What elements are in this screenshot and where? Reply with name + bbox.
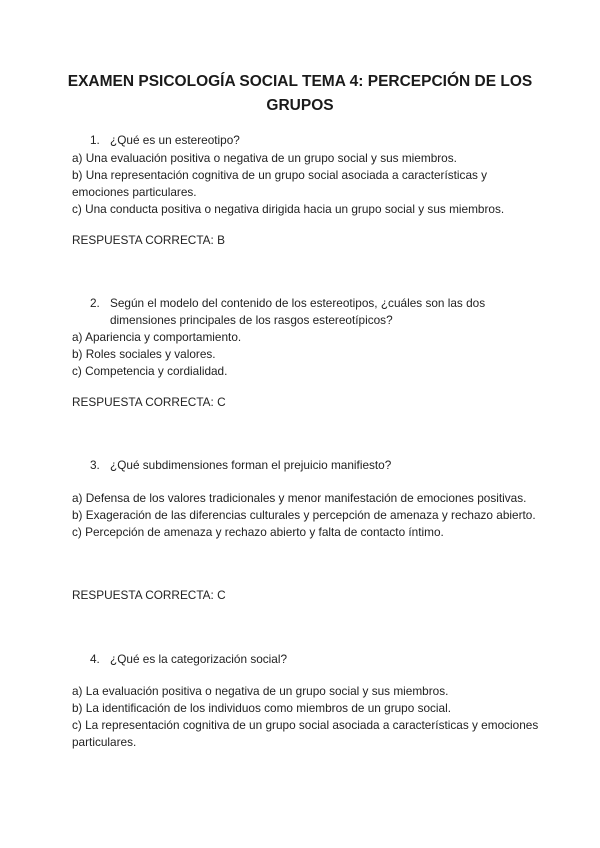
options-4 <box>72 683 542 751</box>
question-number: 1. <box>90 133 100 147</box>
option-b: b) La identificación de los individuos como miembros de un grupo social. <box>72 701 452 715</box>
page-title: EXAMEN PSICOLOGÍA SOCIAL TEMA 4: PERCEPCIÓN DE LOS GRUPOS <box>67 73 533 114</box>
option-b: b) Roles sociales y valores. <box>72 347 216 361</box>
answer-2: RESPUESTA CORRECTA: C <box>72 395 226 409</box>
question-number: 3. <box>90 458 100 472</box>
question-text: ¿Qué es la categorización social? <box>110 652 288 666</box>
option-a: a) La evaluación positiva o negativa de un grupo social y sus miembros. <box>72 684 449 698</box>
question-number: 2. <box>90 296 100 310</box>
question-text: ¿Qué subdimensiones forman el prejuicio manifiesto? <box>110 458 392 472</box>
question-text: Según el modelo del contenido de los estereotipos, ¿cuáles son las dos dimensiones principales de los rasgos estereotípicos? <box>110 296 486 327</box>
option-b: b) Exageración de las diferencias culturales y percepción de amenaza y rechazo abierto. <box>72 508 536 522</box>
option-c: c) Una conducta positiva o negativa dirigida hacia un grupo social y sus miembros. <box>72 202 505 216</box>
option-a: a) Apariencia y comportamiento. <box>72 330 242 344</box>
option-b: b) Una representación cognitiva de un grupo social asociada a características y emociones particulares. <box>72 168 488 199</box>
options-1 <box>72 150 542 218</box>
options-3 <box>72 490 542 541</box>
question-text: ¿Qué es un estereotipo? <box>110 133 240 147</box>
options-2 <box>72 329 542 380</box>
option-c: c) Competencia y cordialidad. <box>72 364 228 378</box>
option-c: c) Percepción de amenaza y rechazo abierto y falta de contacto íntimo. <box>72 525 444 539</box>
answer-1: RESPUESTA CORRECTA: B <box>72 233 225 247</box>
option-a: a) Una evaluación positiva o negativa de un grupo social y sus miembros. <box>72 151 457 165</box>
answer-3: RESPUESTA CORRECTA: C <box>72 588 226 602</box>
option-c: c) La representación cognitiva de un grupo social asociada a características y emociones particulares. <box>72 718 539 749</box>
option-a: a) Defensa de los valores tradicionales y menor manifestación de emociones positivas. <box>72 491 527 505</box>
question-number: 4. <box>90 652 100 666</box>
